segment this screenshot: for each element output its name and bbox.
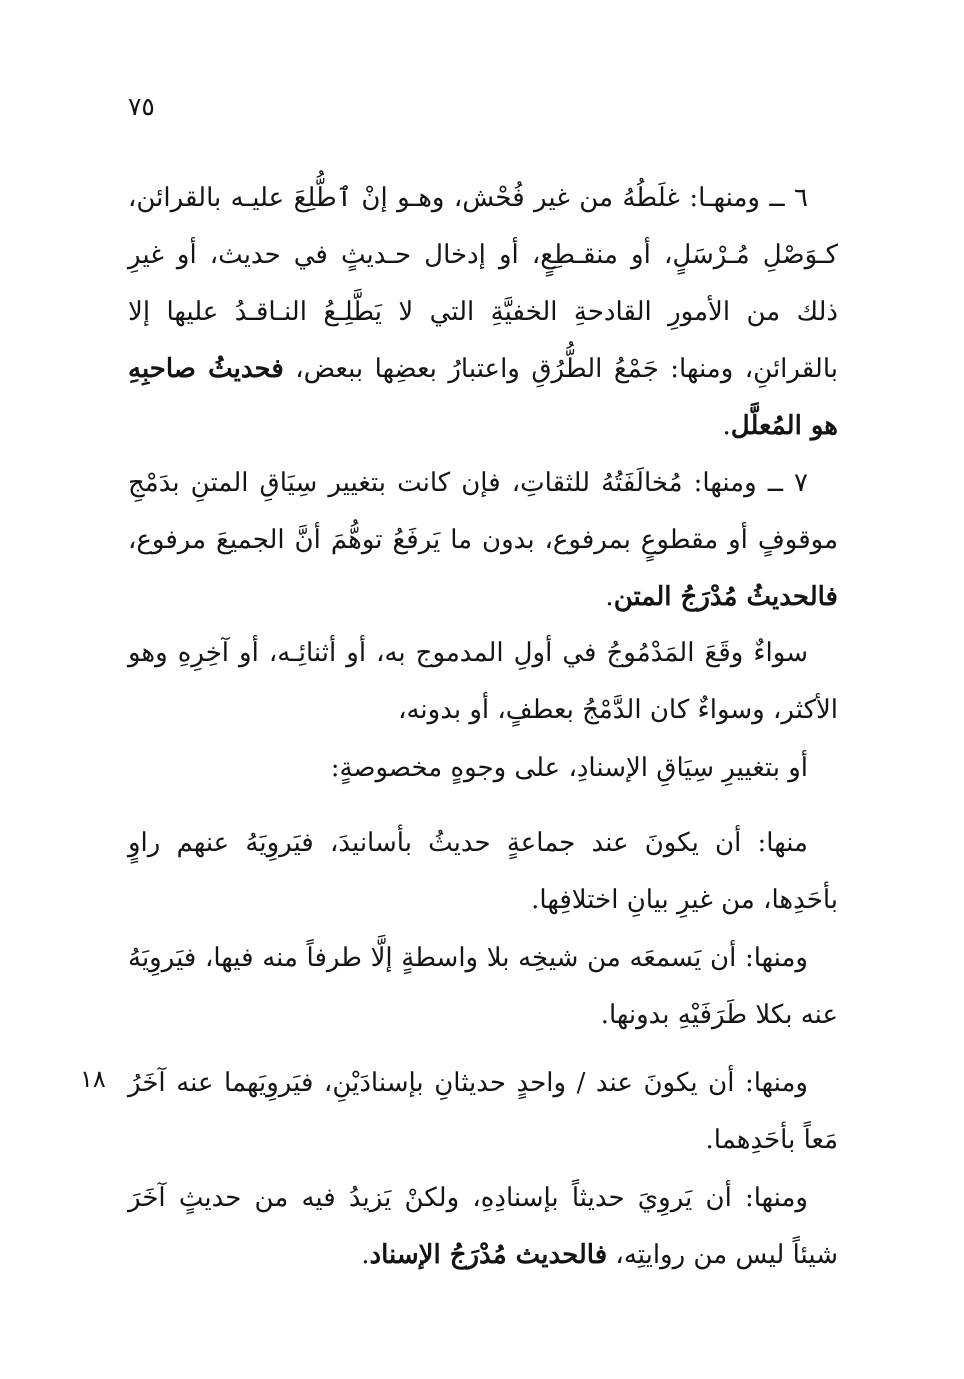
paragraph-text: سواءٌ وقَعَ المَدْمُوجُ في أولِ المدموج به، أو أثنائِـه، أو آخِرِهِ وهو الأكثر، وسواءٌ كان الدَّمْجُ بعطفٍ، أو بدونه، [128,638,838,725]
paragraph-bold-term: فالحديث مُدْرَجُ الإسناد [369,1240,608,1270]
margin-reference-number: ١٨ [80,1065,106,1093]
paragraph-way-4 [128,1170,838,1284]
page-number: ٧٥ [128,92,155,121]
paragraph-text: منها: أن يكونَ عند جماعةٍ حديثُ بأسانيدَ، فيَروِيَهُ عنهم راوٍ بأحَدِها، من غيرِ بيانِ اختلافِها. [128,828,838,915]
paragraph-7 [128,455,838,626]
paragraph-end: . [605,582,614,612]
paragraph-text: ٧ ــ ومنها: مُخالَفَتُهُ للثقاتِ، فإن كانت بتغيير سِيَاقِ المتنِ بدَمْجِ موقوفٍ أو مقطوعٍ بمرفوع، بدون ما يَرفَعُ توهُّمَ أنَّ الجميعَ مرفوع، [128,468,838,555]
paragraph-end: . [361,1240,370,1270]
paragraph-way-2 [128,930,838,1044]
paragraph-bold-term: فالحديثُ مُدْرَجُ المتن [613,582,838,612]
paragraph-text: ومنها: أن يَروِيَ حديثاً بإسنادِهِ، ولكنْ يَزيدُ فيه من حديثٍ آخَرَ شيئاً ليس من روايتِه، [128,1183,838,1270]
paragraph-text: ومنها: أن يَسمعَه من شيخِه بلا واسطةٍ إلَّا طرفاً منه فيها، فيَروِيَهُ عنه بكلا طَرَفَيْهِ بدونها. [128,943,838,1030]
paragraph-insertion-position [128,625,838,739]
paragraph-end: . [722,411,731,441]
paragraph-text: ومنها: أن يكونَ عند / واحدٍ حديثانِ بإسنادَيْنِ، فيَروِيَهما عنه آخَرُ مَعاً بأحَدِهما. [128,1068,838,1155]
paragraph-way-3 [128,1055,838,1169]
paragraph-isnad-change [128,740,838,797]
paragraph-6 [128,170,838,455]
paragraph-way-1 [128,815,838,929]
paragraph-text: أو بتغييرِ سِيَاقِ الإسنادِ، على وجوهٍ مخصوصةٍ: [330,753,808,783]
paragraph-bold-term: فحديثُ صاحبِهِ هو المُعلَّل [128,354,838,441]
paragraph-text: ٦ ــ ومنهـا: غلَطُهُ من غير فُحْش، وهـو إنْ ٱطُّلِعَ عليـه بالقرائن، كـوَصْلِ مُـرْسَلٍ، أو منقـطِعٍ، أو إدخال حـديثٍ في حديث، أو غيرِ ذلك من الأمورِ القادحةِ الخفيَّةِ التي لا يَطَّلِـعُ النـاقـدُ عليها إلا بالقرائنِ، ومنها: جَمْعُ الطُّرُقِ واعتبارُ بعضِها ببعض، [128,183,838,384]
